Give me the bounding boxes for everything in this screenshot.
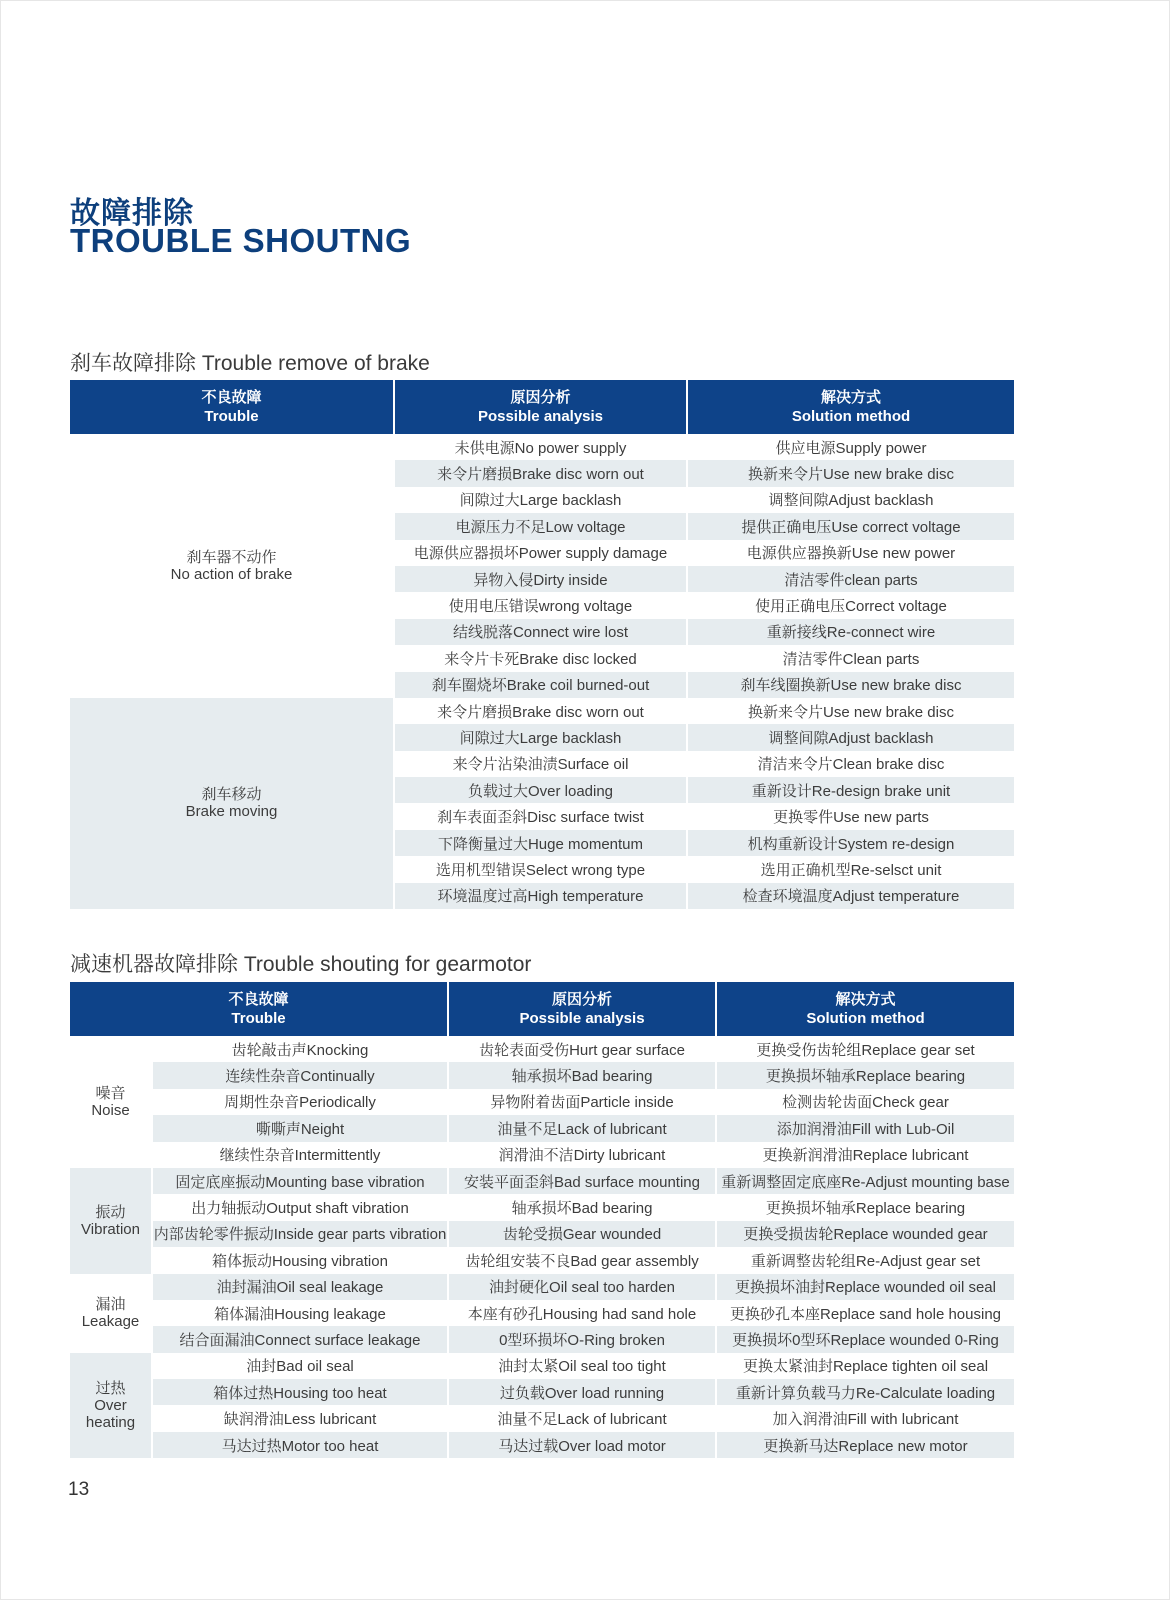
- cause-cell: 来令片卡死Brake disc locked: [394, 645, 687, 671]
- trouble-category-cn: 振动: [95, 1203, 126, 1221]
- cause-cell: 油封硬化Oil seal too harden: [448, 1274, 716, 1300]
- table-row: [70, 1221, 1014, 1247]
- header-trouble-cn: 不良故障: [201, 389, 262, 406]
- trouble-group-cell: [70, 698, 394, 909]
- trouble-category-cell: [70, 1353, 152, 1459]
- page-number: 13: [68, 1479, 90, 1500]
- trouble-cell: 缺润滑油Less lubricant: [152, 1405, 448, 1431]
- cause-cell: 轴承损坏Bad bearing: [448, 1194, 716, 1220]
- cause-cell: 润滑油不洁Dirty lubricant: [448, 1142, 716, 1168]
- cause-cell: 间隙过大Large backlash: [394, 724, 687, 750]
- header-trouble-cn: 不良故障: [228, 991, 289, 1008]
- trouble-category-cell: [70, 1274, 152, 1353]
- cause-cell: 间隙过大Large backlash: [394, 487, 687, 513]
- trouble-group-cn: 刹车器不动作: [186, 548, 277, 566]
- header-analysis: [394, 380, 687, 434]
- trouble-cell: 嘶嘶声Neight: [152, 1115, 448, 1141]
- solution-cell: 清洁零件clean parts: [687, 566, 1014, 592]
- header-trouble: [70, 380, 394, 434]
- header-trouble-en: Trouble: [231, 1010, 286, 1027]
- trouble-cell: 箱体漏油Housing leakage: [152, 1300, 448, 1326]
- page-title-en: TROUBLE SHOUTNG: [70, 222, 412, 259]
- header-analysis-cn: 原因分析: [552, 991, 613, 1008]
- trouble-group-cell: [70, 434, 394, 698]
- trouble-cell: 油封Bad oil seal: [152, 1353, 448, 1379]
- cause-cell: 刹车表面歪斜Disc surface twist: [394, 803, 687, 829]
- trouble-category-en: Vibration: [81, 1220, 140, 1238]
- cause-cell: 异物附着齿面Particle inside: [448, 1089, 716, 1115]
- cause-cell: 齿轮受损Gear wounded: [448, 1221, 716, 1247]
- header-analysis-en: Possible analysis: [519, 1010, 645, 1027]
- solution-cell: 添加润滑油Fill with Lub-Oil: [716, 1115, 1014, 1141]
- solution-cell: 更换新润滑油Replace lubricant: [762, 1147, 969, 1165]
- cause-cell: 油封太紧Oil seal too tight: [448, 1353, 716, 1379]
- trouble-cell: 固定底座振动Mounting base vibration: [152, 1168, 448, 1194]
- solution-cell: 更换损坏轴承Replace bearing: [716, 1062, 1014, 1088]
- header-solution: [716, 982, 1014, 1036]
- solution-cell: 电源供应器换新Use new power: [746, 545, 956, 563]
- solution-cell: 使用正确电压Correct voltage: [755, 598, 947, 616]
- table-row: [70, 1194, 1014, 1220]
- solution-cell: 更换砂孔本座Replace sand hole housing: [730, 1305, 1001, 1323]
- solution-cell: 更换零件Use new parts: [773, 809, 929, 827]
- table-row: [70, 1142, 1014, 1168]
- trouble-cell: 连续性杂音Continually: [152, 1062, 448, 1088]
- solution-cell: 提供正确电压Use correct voltage: [687, 513, 1014, 539]
- header-solution-en: Solution method: [806, 1010, 925, 1027]
- cause-cell: 过负载Over load running: [448, 1379, 716, 1405]
- page-title-cn: 故障排除: [70, 197, 194, 230]
- trouble-cell: 油封漏油Oil seal leakage: [152, 1274, 448, 1300]
- solution-cell: 刹车线圈换新Use new brake disc: [687, 672, 1014, 698]
- table-row: [70, 1115, 1014, 1141]
- brake-section-title: 刹车故障排除 Trouble remove of brake: [70, 352, 430, 375]
- gearmotor-trouble-table: [70, 982, 1014, 1458]
- solution-cell: 加入润滑油Fill with lubricant: [772, 1411, 959, 1429]
- table-row: [70, 1353, 1014, 1379]
- cause-cell: 齿轮组安装不良Bad gear assembly: [448, 1247, 716, 1273]
- solution-cell: 换新来令片Use new brake disc: [748, 703, 954, 721]
- solution-cell: 调整间隙Adjust backlash: [768, 492, 934, 510]
- cause-cell: 使用电压错误wrong voltage: [394, 592, 687, 618]
- cause-cell: 未供电源No power supply: [394, 434, 687, 460]
- header-solution-cn: 解决方式: [820, 389, 881, 406]
- table-row: [70, 698, 1014, 724]
- trouble-category-cell: [70, 1168, 152, 1274]
- table-row: [70, 1062, 1014, 1088]
- solution-cell: 重新接线Re-connect wire: [687, 619, 1014, 645]
- table-row: [70, 1379, 1014, 1405]
- gear-section-title: 减速机器故障排除 Trouble shouting for gearmotor: [70, 953, 532, 976]
- trouble-category-cn: 过热: [95, 1379, 126, 1397]
- table-row: [70, 1326, 1014, 1352]
- cause-cell: 刹车圈烧坏Brake coil burned-out: [394, 672, 687, 698]
- table-row: [70, 1168, 1014, 1194]
- solution-cell: 重新调整固定底座Re-Adjust mounting base: [716, 1168, 1014, 1194]
- gear-table-header: [70, 982, 1014, 1036]
- trouble-cell: 齿轮敲击声Knocking: [152, 1036, 448, 1062]
- cause-cell: 来令片磨损Brake disc worn out: [394, 460, 687, 486]
- cause-cell: 轴承损坏Bad bearing: [448, 1062, 716, 1088]
- cause-cell: 马达过载Over load motor: [448, 1432, 716, 1458]
- solution-cell: 检测齿轮齿面Check gear: [782, 1094, 949, 1112]
- cause-cell: 油量不足Lack of lubricant: [448, 1405, 716, 1431]
- table-row: [70, 1274, 1014, 1300]
- cause-cell: 选用机型错误Select wrong type: [394, 856, 687, 882]
- table-row: [70, 1300, 1014, 1326]
- cause-cell: 电源供应器损坏Power supply damage: [394, 540, 687, 566]
- solution-cell: 清洁来令片Clean brake disc: [757, 756, 945, 774]
- cause-cell: 下降衡量过大Huge momentum: [394, 830, 687, 856]
- header-solution-cn: 解决方式: [835, 991, 896, 1008]
- solution-cell: 更换新马达Replace new motor: [716, 1432, 1014, 1458]
- table-row: [70, 1247, 1014, 1273]
- trouble-group-en: No action of brake: [170, 565, 293, 583]
- table-row: [70, 1432, 1014, 1458]
- header-trouble: [70, 982, 448, 1036]
- cause-cell: 电源压力不足Low voltage: [394, 513, 687, 539]
- solution-cell: 供应电源Supply power: [775, 439, 927, 457]
- header-trouble-en: Trouble: [204, 408, 259, 425]
- solution-cell: 更换受损齿轮Replace wounded gear: [716, 1221, 1014, 1247]
- trouble-cell: 马达过热Motor too heat: [152, 1432, 448, 1458]
- solution-cell: 更换受伤齿轮组Replace gear set: [756, 1041, 975, 1059]
- trouble-group-cn: 刹车移动: [201, 786, 262, 804]
- cause-cell: 油量不足Lack of lubricant: [448, 1115, 716, 1141]
- trouble-cell: 结合面漏油Connect surface leakage: [152, 1326, 448, 1352]
- solution-cell: 更换损坏0型环Replace wounded 0-Ring: [716, 1326, 1014, 1352]
- trouble-cell: 内部齿轮零件振动Inside gear parts vibration: [152, 1221, 448, 1247]
- solution-cell: 调整间隙Adjust backlash: [687, 724, 1014, 750]
- solution-cell: 选用正确机型Re-selsct unit: [760, 861, 942, 879]
- cause-cell: 环境温度过高High temperature: [394, 883, 687, 909]
- table-row: [70, 1405, 1014, 1431]
- trouble-category-cn: 漏油: [95, 1296, 126, 1314]
- table-row: [70, 434, 1014, 460]
- cause-cell: 来令片沾染油渍Surface oil: [394, 751, 687, 777]
- header-analysis-cn: 原因分析: [510, 389, 571, 406]
- header-analysis: [448, 982, 716, 1036]
- cause-cell: 0型环损坏O-Ring broken: [448, 1326, 716, 1352]
- solution-cell: 更换太紧油封Replace tighten oil seal: [742, 1358, 989, 1376]
- header-solution-en: Solution method: [791, 408, 911, 425]
- brake-trouble-table: [70, 380, 1014, 909]
- solution-cell: 重新计算负载马力Re-Calculate loading: [716, 1379, 1014, 1405]
- solution-cell: 检查环境温度Adjust temperature: [687, 883, 1014, 909]
- solution-cell: 更换损坏油封Replace wounded oil seal: [716, 1274, 1014, 1300]
- trouble-group-en: Brake moving: [185, 803, 278, 821]
- table-row: [70, 1036, 1014, 1062]
- trouble-category-en: Leakage: [81, 1313, 140, 1331]
- trouble-cell: 继续性杂音Intermittently: [152, 1142, 448, 1168]
- header-analysis-en: Possible analysis: [477, 408, 604, 425]
- solution-cell: 机构重新设计System re-design: [687, 830, 1014, 856]
- trouble-cell: 箱体振动Housing vibration: [152, 1247, 448, 1273]
- solution-cell: 换新来令片Use new brake disc: [687, 460, 1014, 486]
- cause-cell: 安装平面歪斜Bad surface mounting: [448, 1168, 716, 1194]
- trouble-category-en: Over: [94, 1396, 127, 1414]
- cause-cell: 来令片磨损Brake disc worn out: [394, 698, 687, 724]
- header-solution: [687, 380, 1014, 434]
- trouble-cell: 出力轴振动Output shaft vibration: [152, 1194, 448, 1220]
- solution-cell: 清洁零件Clean parts: [782, 650, 920, 668]
- trouble-category-en: Noise: [91, 1101, 130, 1119]
- trouble-category-cell: [70, 1036, 152, 1168]
- table-row: [70, 1089, 1014, 1115]
- solution-cell: 重新调整齿轮组Re-Adjust gear set: [750, 1252, 981, 1270]
- trouble-cell: 周期性杂音Periodically: [152, 1089, 448, 1115]
- cause-cell: 齿轮表面受伤Hurt gear surface: [448, 1036, 716, 1062]
- cause-cell: 负载过大Over loading: [394, 777, 687, 803]
- trouble-cell: 箱体过热Housing too heat: [152, 1379, 448, 1405]
- trouble-category-cn: 噪音: [95, 1084, 126, 1102]
- cause-cell: 本座有砂孔Housing had sand hole: [448, 1300, 716, 1326]
- solution-cell: 更换损坏轴承Replace bearing: [765, 1200, 966, 1218]
- cause-cell: 异物入侵Dirty inside: [394, 566, 687, 592]
- cause-cell: 结线脱落Connect wire lost: [394, 619, 687, 645]
- solution-cell: 重新设计Re-design brake unit: [687, 777, 1014, 803]
- brake-table-header: [70, 380, 1014, 434]
- trouble-category-en-line2: heating: [85, 1413, 136, 1431]
